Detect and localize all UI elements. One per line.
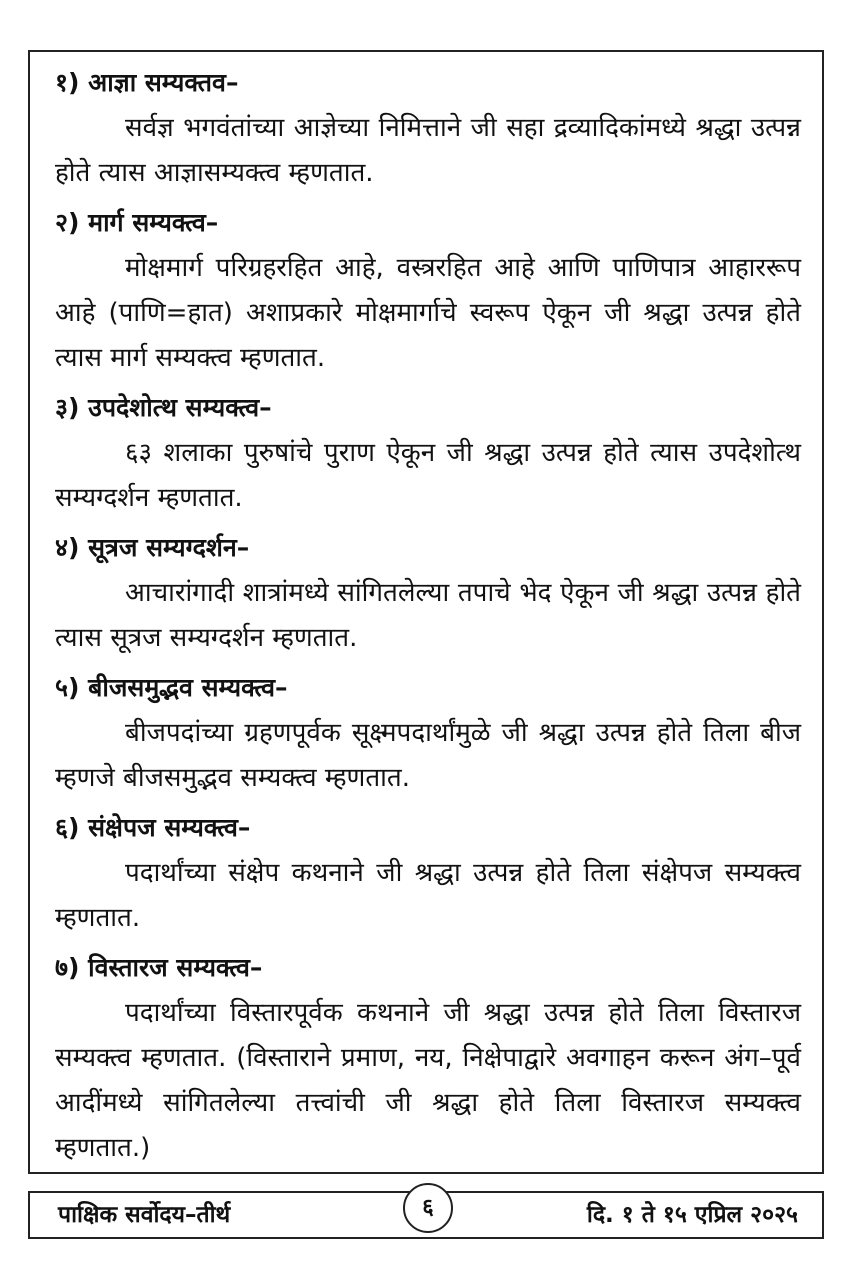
section-text-3: ६३ शलाका पुरुषांचे पुराण ऐकून जी श्रद्धा उत्पन्न होते त्यास उपदेशोत्थ सम्यग्दर्शन म्हणतात. — [55, 438, 801, 513]
section-text-6: पदार्थांच्या संक्षेप कथनाने जी श्रद्धा उत्पन्न होते तिला संक्षेपज सम्यक्त्व म्हणतात. — [55, 858, 801, 933]
section-heading-2: २) मार्ग सम्यक्त्व– — [55, 208, 219, 237]
section-text-1: सर्वज्ञ भगवंतांच्या आज्ञेच्या निमित्ताने जी सहा द्रव्यादिकांमध्ये श्रद्धा उत्पन्न होते त्यास आज्ञासम्यक्त्व म्हणतात. — [55, 113, 801, 188]
section-text-5: बीजपदांच्या ग्रहणपूर्वक सूक्ष्मपदार्थांमुळे जी श्रद्धा उत्पन्न होते तिला बीज म्हणजे बीजसमुद्भव सम्यक्त्व म्हणतात. — [55, 718, 801, 793]
section-text-2: मोक्षमार्ग परिग्रहरहित आहे, वस्त्ररहित आहे आणि पाणिपात्र आहाररूप आहे (पाणि=हात) अशाप्रकारे मोक्षमार्गाचे स्वरूप ऐकून जी श्रद्धा उत्पन्न होते त्यास मार्ग सम्यक्त्व म्हणतात. — [55, 253, 801, 373]
page-footer — [28, 1191, 824, 1239]
section-heading-4: ४) सूत्रज सम्यग्दर्शन– — [55, 533, 250, 562]
section-heading-3: ३) उपदेशोत्थ सम्यक्त्व– — [55, 393, 272, 422]
content-frame — [28, 50, 824, 1174]
page-number: ६ — [403, 1183, 453, 1233]
document-body — [55, 60, 801, 1175]
section-heading-7: ७) विस्तारज सम्यक्त्व– — [55, 953, 263, 982]
publication-name: पाक्षिक सर्वोदय–तीर्थ — [58, 1202, 231, 1228]
section-text-4: आचारांगादी शात्रांमध्ये सांगितलेल्या तपाचे भेद ऐकून जी श्रद्धा उत्पन्न होते त्यास सूत्रज सम्यग्दर्शन म्हणतात. — [55, 578, 801, 653]
section-heading-5: ५) बीजसमुद्भव सम्यक्त्व– — [55, 673, 288, 702]
section-text-7: पदार्थांच्या विस्तारपूर्वक कथनाने जी श्रद्धा उत्पन्न होते तिला विस्तारज सम्यक्त्व म्हणतात. (विस्ताराने प्रमाण, नय, निक्षेपाद्वारे अवगाहन करून अंग–पूर्व आदींमध्ये सांगितलेल्या तत्त्वांची जी श्रद्धा होते तिला विस्तारज सम्यक्त्व म्हणतात.) — [55, 998, 801, 1163]
issue-date: दि. १ ते १५ एप्रिल २०२५ — [586, 1202, 798, 1228]
section-heading-1: १) आज्ञा सम्यक्तव– — [55, 68, 239, 97]
section-heading-6: ६) संक्षेपज सम्यक्त्व– — [55, 813, 251, 842]
